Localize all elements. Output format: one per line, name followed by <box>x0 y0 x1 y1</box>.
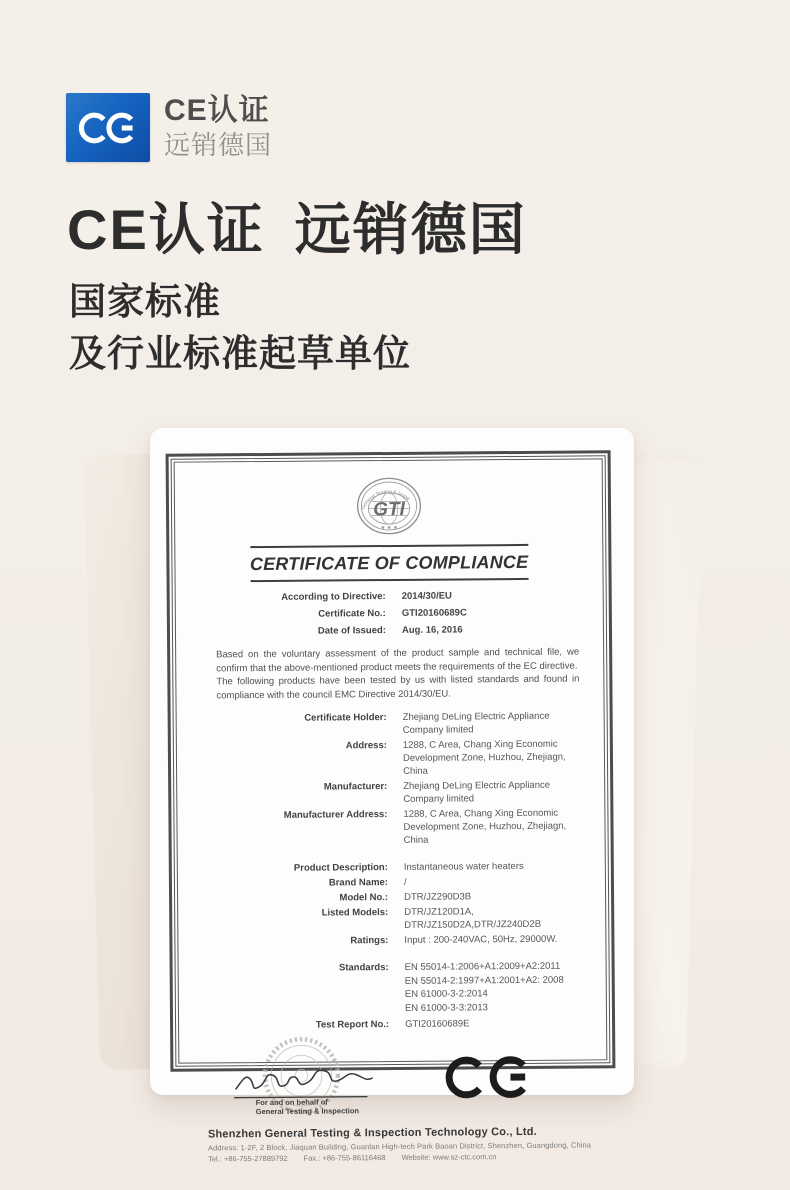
issuer-contact <box>208 1151 593 1163</box>
row-label: Address: <box>345 740 387 752</box>
holder-rows <box>191 709 591 850</box>
holder-row <box>191 806 590 848</box>
declaration-paragraph-1: Based on the voluntary assessment of the product sample and technical file, we confirm that the above-mentioned product meets the requirements of the EC directive. <box>216 646 580 674</box>
holder-row <box>191 709 590 738</box>
ce-mark-large-icon <box>444 1054 532 1101</box>
row-label: Manufacturer: <box>323 781 388 793</box>
product-rows <box>192 859 592 950</box>
gti-logo-stars: ★ ★ ★ <box>379 525 398 532</box>
info-rows <box>190 588 589 642</box>
row-value: Zhejiang DeLing Electric Appliance Company limited <box>402 710 550 736</box>
issuer-tel: Tel.: +86-755-27889792 <box>208 1153 288 1164</box>
row-label: Listed Models: <box>321 907 389 919</box>
gti-logo-icon <box>350 473 427 540</box>
row-value: Input : 200-240VAC, 50Hz, 29000W. <box>404 933 558 946</box>
ce-logo-badge <box>66 93 150 162</box>
info-row <box>190 588 589 604</box>
gti-logo-text: GTI <box>372 498 405 521</box>
header <box>66 93 272 162</box>
hero-subheading-line2: 及行业标准起草单位 <box>69 333 411 374</box>
holder-row <box>191 778 590 807</box>
row-value: 2014/30/EU <box>401 590 452 602</box>
declaration-paragraph-2: The following products have been tested by us with listed standards and found in compliance with the council EMC Directive 2014/30/EU. <box>216 673 580 701</box>
standard-item: EN 55014-2:1997+A1:2001+A2: 2008 <box>404 974 564 987</box>
row-label: Brand Name: <box>328 877 388 889</box>
row-value: GTI20160689C <box>401 607 467 619</box>
header-title: CE认证 <box>164 94 270 127</box>
product-row <box>192 874 591 890</box>
row-label: Model No.: <box>339 892 389 904</box>
signature-caption <box>256 1097 359 1116</box>
issuer-footer <box>194 1125 593 1165</box>
row-value: 1288, C Area, Chang Xing Economic Development Zone, Huzhou, Zhejiagn, China <box>402 738 566 777</box>
product-row <box>192 932 591 948</box>
issuer-website: Website: www.sz-ctc.com.cn <box>401 1152 497 1162</box>
row-label: Date of Issued: <box>317 625 387 637</box>
header-texts <box>164 93 272 160</box>
ce-mark-icon <box>78 112 138 144</box>
product-row <box>192 889 591 905</box>
issuer-fax: Fax.: +86-755-86116468 <box>303 1153 386 1163</box>
declaration-text <box>190 645 589 702</box>
certificate-mid-border <box>171 455 611 1164</box>
certificate-title-rule <box>250 544 528 582</box>
standard-item: EN 61000-3-3:2013 <box>404 1001 488 1014</box>
row-label: Certificate Holder: <box>304 712 387 724</box>
row-value: DTR/JZ120D1A, DTR/JZ150D2A,DTR/JZ240D2B <box>404 906 542 931</box>
row-label: Ratings: <box>350 935 389 947</box>
row-label: Standards: <box>338 962 389 974</box>
issuer-address: Address: 1-2F, 2 Block, Jiaquan Building, Guanlan High-tech Park Baoan District, Shenzhen, Guangdong, China <box>207 1140 592 1153</box>
issuer-company: Shenzhen General Testing & Inspection Technology Co., Ltd. <box>207 1125 537 1141</box>
row-label: Test Report No.: <box>315 1019 390 1031</box>
row-label: Manufacturer Address: <box>283 809 388 821</box>
certificate-content <box>175 459 607 1164</box>
row-value: / <box>403 876 407 888</box>
standards-list <box>405 959 592 1014</box>
product-row <box>192 904 591 933</box>
certificate-outer-border <box>166 450 616 1164</box>
row-label: Product Description: <box>293 862 388 874</box>
signature-caption-line2: General Testing & Inspection <box>255 1106 360 1117</box>
row-label: According to Directive: <box>281 591 386 603</box>
row-value: DTR/JZ290D3B <box>404 891 472 903</box>
hero-subheading-line1: 国家标准 <box>69 281 221 322</box>
product-row <box>192 859 591 875</box>
standards-row <box>193 959 592 1016</box>
row-value: Zhejiang DeLing Electric Appliance Company limited <box>403 779 551 805</box>
row-value: Instantaneous water heaters <box>403 860 524 873</box>
hero-subheading <box>69 276 411 380</box>
row-label: Certificate No.: <box>318 608 386 620</box>
header-subtitle: 远销德国 <box>164 130 273 160</box>
info-row <box>190 605 589 621</box>
gti-logo-arc-text: General Testing & Inspe <box>360 490 410 511</box>
row-value: GTI20160689E <box>405 1018 470 1030</box>
row-value: 1288, C Area, Chang Xing Economic Development Zone, Huzhou, Zhejiagn, China <box>403 807 567 846</box>
info-row <box>190 622 589 638</box>
certificate-title: CERTIFICATE OF COMPLIANCE <box>249 551 529 575</box>
holder-row <box>191 737 590 779</box>
certificate-inner-border <box>174 458 608 1164</box>
report-row <box>193 1016 592 1032</box>
standard-item: EN 61000-3-2:2014 <box>404 988 488 1000</box>
hero-heading: CE认证 远销德国 <box>67 198 527 261</box>
standards-rows <box>193 959 593 1034</box>
signature-caption-line1: For and on behalf of <box>255 1097 328 1108</box>
certificate-image <box>150 428 634 1164</box>
signature-area <box>193 1033 593 1128</box>
row-value: Aug. 16, 2016 <box>401 624 463 636</box>
standard-item: EN 55014-1:2006+A1:2009+A2:2011 <box>404 960 561 973</box>
certificate-zone <box>150 428 634 1164</box>
